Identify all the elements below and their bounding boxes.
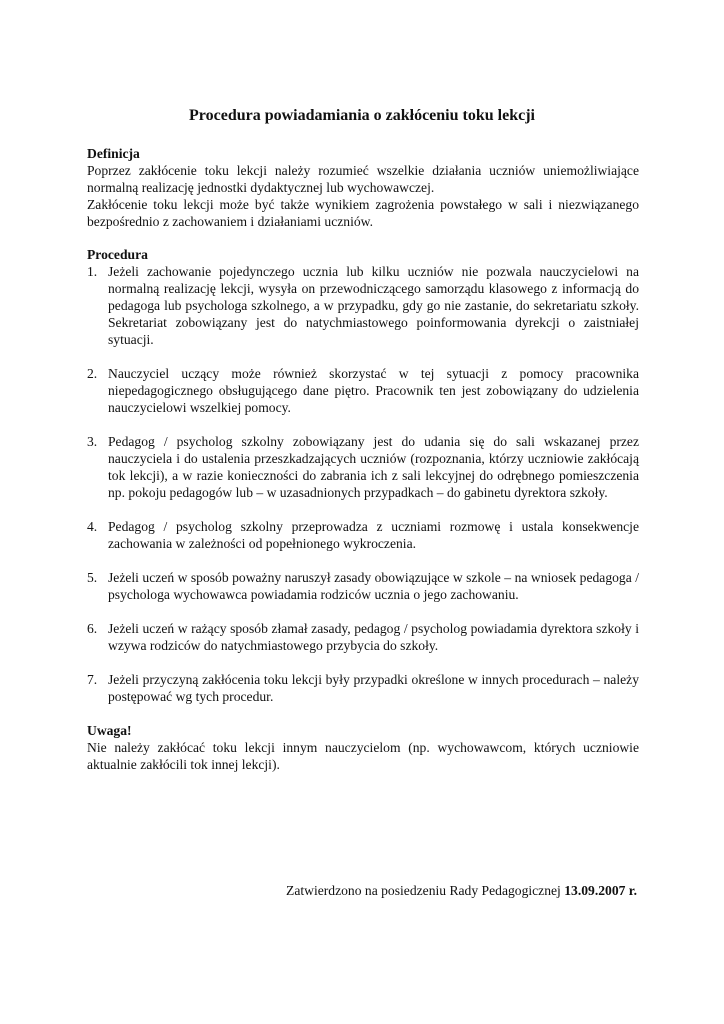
list-item-text: Pedagog / psycholog szkolny zobowiązany jest do udania się do sali wskazanej przez nauczyciela i do ustalenia przeszkadzających uczniów (rozpoznania, którzy uczniowie zakłócają tok lekcji), a w razie konieczności do zabrania ich z sali lekcyjnej do odrębnego pomieszczenia np. pokoju pedagogów lub – w uzasadnionych przypadkach – do gabinetu dyrektora szkoły. (108, 434, 639, 500)
document-body (87, 145, 639, 789)
list-item (87, 569, 639, 603)
list-item-number: 2. (87, 366, 98, 381)
definition-paragraph: Poprzez zakłócenie toku lekcji należy rozumieć wszelkie działania uczniów uniemożliwiające normalną realizację jednostki dydaktycznej lub wychowawczej. (87, 163, 639, 195)
list-item (87, 433, 639, 501)
document-title: Procedura powiadamiania o zakłóceniu toku lekcji (189, 107, 535, 124)
list-item-number: 7. (87, 672, 98, 687)
approval-text: Zatwierdzono na posiedzeniu Rady Pedagogicznej (286, 883, 561, 898)
approval-date: 13.09.2007 r. (564, 883, 637, 898)
list-item-text: Pedagog / psycholog szkolny przeprowadza z uczniami rozmowę i ustala konsekwencje zachowania w zależności od popełnionego wykroczenia. (108, 519, 639, 551)
procedure-section (87, 246, 639, 705)
definition-paragraph: Zakłócenie toku lekcji może być także wynikiem zagrożenia powstałego w sali i niezwiązanego bezpośrednio z zachowaniem i działaniami uczniów. (87, 197, 639, 229)
definition-section (87, 145, 639, 230)
list-item-text: Jeżeli uczeń w sposób poważny naruszył zasady obowiązujące w szkole – na wniosek pedagoga / psychologa wychowawca powiadamia rodziców ucznia o jego zachowaniu. (108, 570, 639, 602)
list-item-text: Jeżeli zachowanie pojedynczego ucznia lub kilku uczniów nie pozwala nauczycielowi na normalną realizację lekcji, wysyła on przewodniczącego samorządu klasowego z informacją do pedagoga lub psychologa szkolnego, a w przypadku, gdy go nie zastanie, do sekretariatu szkoły. Sekretariat zobowiązany jest do natychmiastowego poinformowania dyrekcji o zaistniałej sytuacji. (108, 264, 639, 347)
note-text: Nie należy zakłócać toku lekcji innym nauczycielom (np. wychowawcom, których uczniowie aktualnie zakłócili tok innej lekcji). (87, 740, 639, 772)
list-item-text: Jeżeli przyczyną zakłócenia toku lekcji były przypadki określone w innych procedurach – należy postępować wg tych procedur. (108, 672, 639, 704)
list-item-text: Nauczyciel uczący może również skorzystać w tej sytuacji z pomocy pracownika niepedagogicznego obsługującego dane piętro. Pracownik ten jest zobowiązany do udzielenia nauczycielowi wszelkiej pomocy. (108, 366, 639, 415)
list-item-number: 4. (87, 519, 98, 534)
list-item (87, 620, 639, 654)
procedure-heading: Procedura (87, 247, 148, 262)
note-heading: Uwaga! (87, 723, 132, 738)
list-item-number: 5. (87, 570, 98, 585)
list-item (87, 365, 639, 416)
list-item (87, 671, 639, 705)
list-item (87, 518, 639, 552)
list-item-number: 1. (87, 264, 98, 279)
procedure-list (87, 263, 639, 705)
list-item-number: 3. (87, 434, 98, 449)
list-item (87, 263, 639, 348)
list-item-number: 6. (87, 621, 98, 636)
approval-signature (286, 882, 637, 899)
list-item-text: Jeżeli uczeń w rażący sposób złamał zasady, pedagog / psycholog powiadamia dyrektora szkoły i wzywa rodziców do natychmiastowego przybycia do szkoły. (108, 621, 639, 653)
note-section (87, 722, 639, 773)
definition-heading: Definicja (87, 146, 140, 161)
